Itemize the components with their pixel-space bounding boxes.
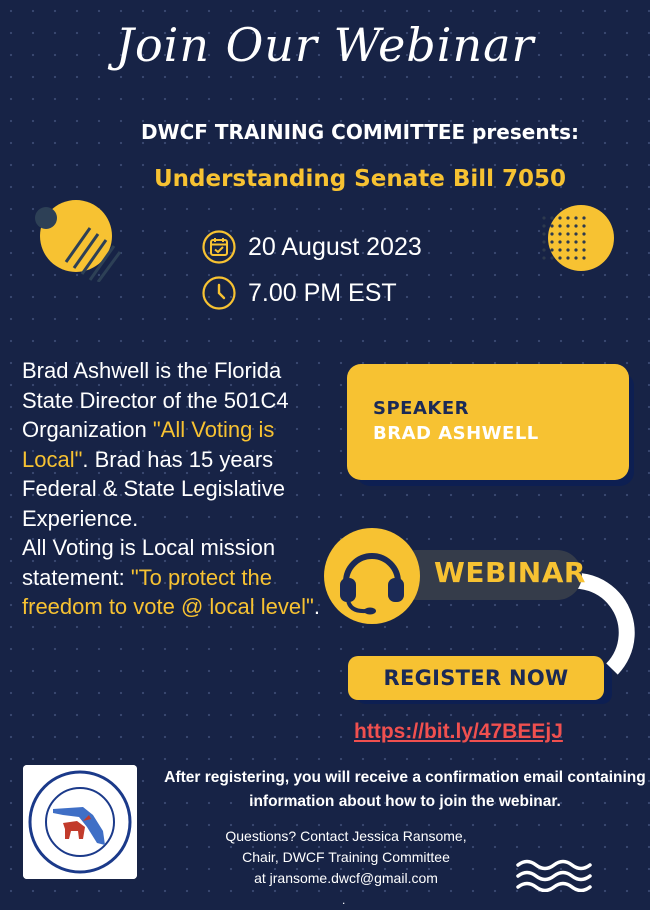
- speaker-name: BRAD ASHWELL: [373, 423, 539, 444]
- after-register-note: After registering, you will receive a confirmation email containing information about how to join the webinar.: [164, 769, 646, 810]
- decorative-stripes: [62, 222, 122, 282]
- contact-info: [196, 826, 496, 889]
- speaker-label: SPEAKER: [373, 398, 469, 419]
- wave-icon: [514, 856, 594, 892]
- bio-mission: "To protect the freedom to vote @ local level": [22, 564, 314, 619]
- decorative-dot-grid: [540, 214, 596, 268]
- decorative-dot: [35, 207, 57, 229]
- event-title: Understanding Senate Bill 7050: [153, 166, 567, 192]
- speaker-bio: [22, 356, 322, 622]
- trailing-dot: .: [342, 893, 346, 907]
- bio-text: . Brad has 15 years Federal & State Legislative Experience.: [22, 446, 285, 531]
- calendar-icon: [202, 230, 236, 264]
- bio-org-name: "All Voting is Local": [22, 417, 275, 472]
- bio-text: Brad Ashwell is the Florida State Director of the 501C4 Organization: [22, 358, 289, 442]
- event-date: 20 August 2023: [248, 232, 422, 261]
- club-logo: [23, 765, 137, 879]
- bio-text: All Voting is Local mission statement:: [22, 535, 276, 590]
- contact-email[interactable]: at jransome.dwcf@gmail.com: [254, 870, 438, 886]
- webinar-title: Join Our Webinar: [115, 18, 535, 72]
- date-row: [202, 230, 422, 264]
- time-row: [202, 276, 397, 310]
- register-now-button[interactable]: REGISTER NOW: [348, 656, 604, 700]
- speaker-card: [347, 364, 629, 480]
- register-link[interactable]: https://bit.ly/47BEEjJ: [354, 720, 563, 743]
- clock-icon: [202, 276, 236, 310]
- presenter-line: DWCF TRAINING COMMITTEE presents:: [140, 120, 580, 144]
- headset-icon: [332, 538, 412, 618]
- contact-line: Chair, DWCF Training Committee: [242, 849, 450, 865]
- webinar-label: WEBINAR: [434, 556, 586, 589]
- event-time: 7.00 PM EST: [248, 278, 397, 307]
- contact-line: Questions? Contact Jessica Ransome,: [225, 828, 467, 844]
- bio-text: .: [313, 594, 320, 619]
